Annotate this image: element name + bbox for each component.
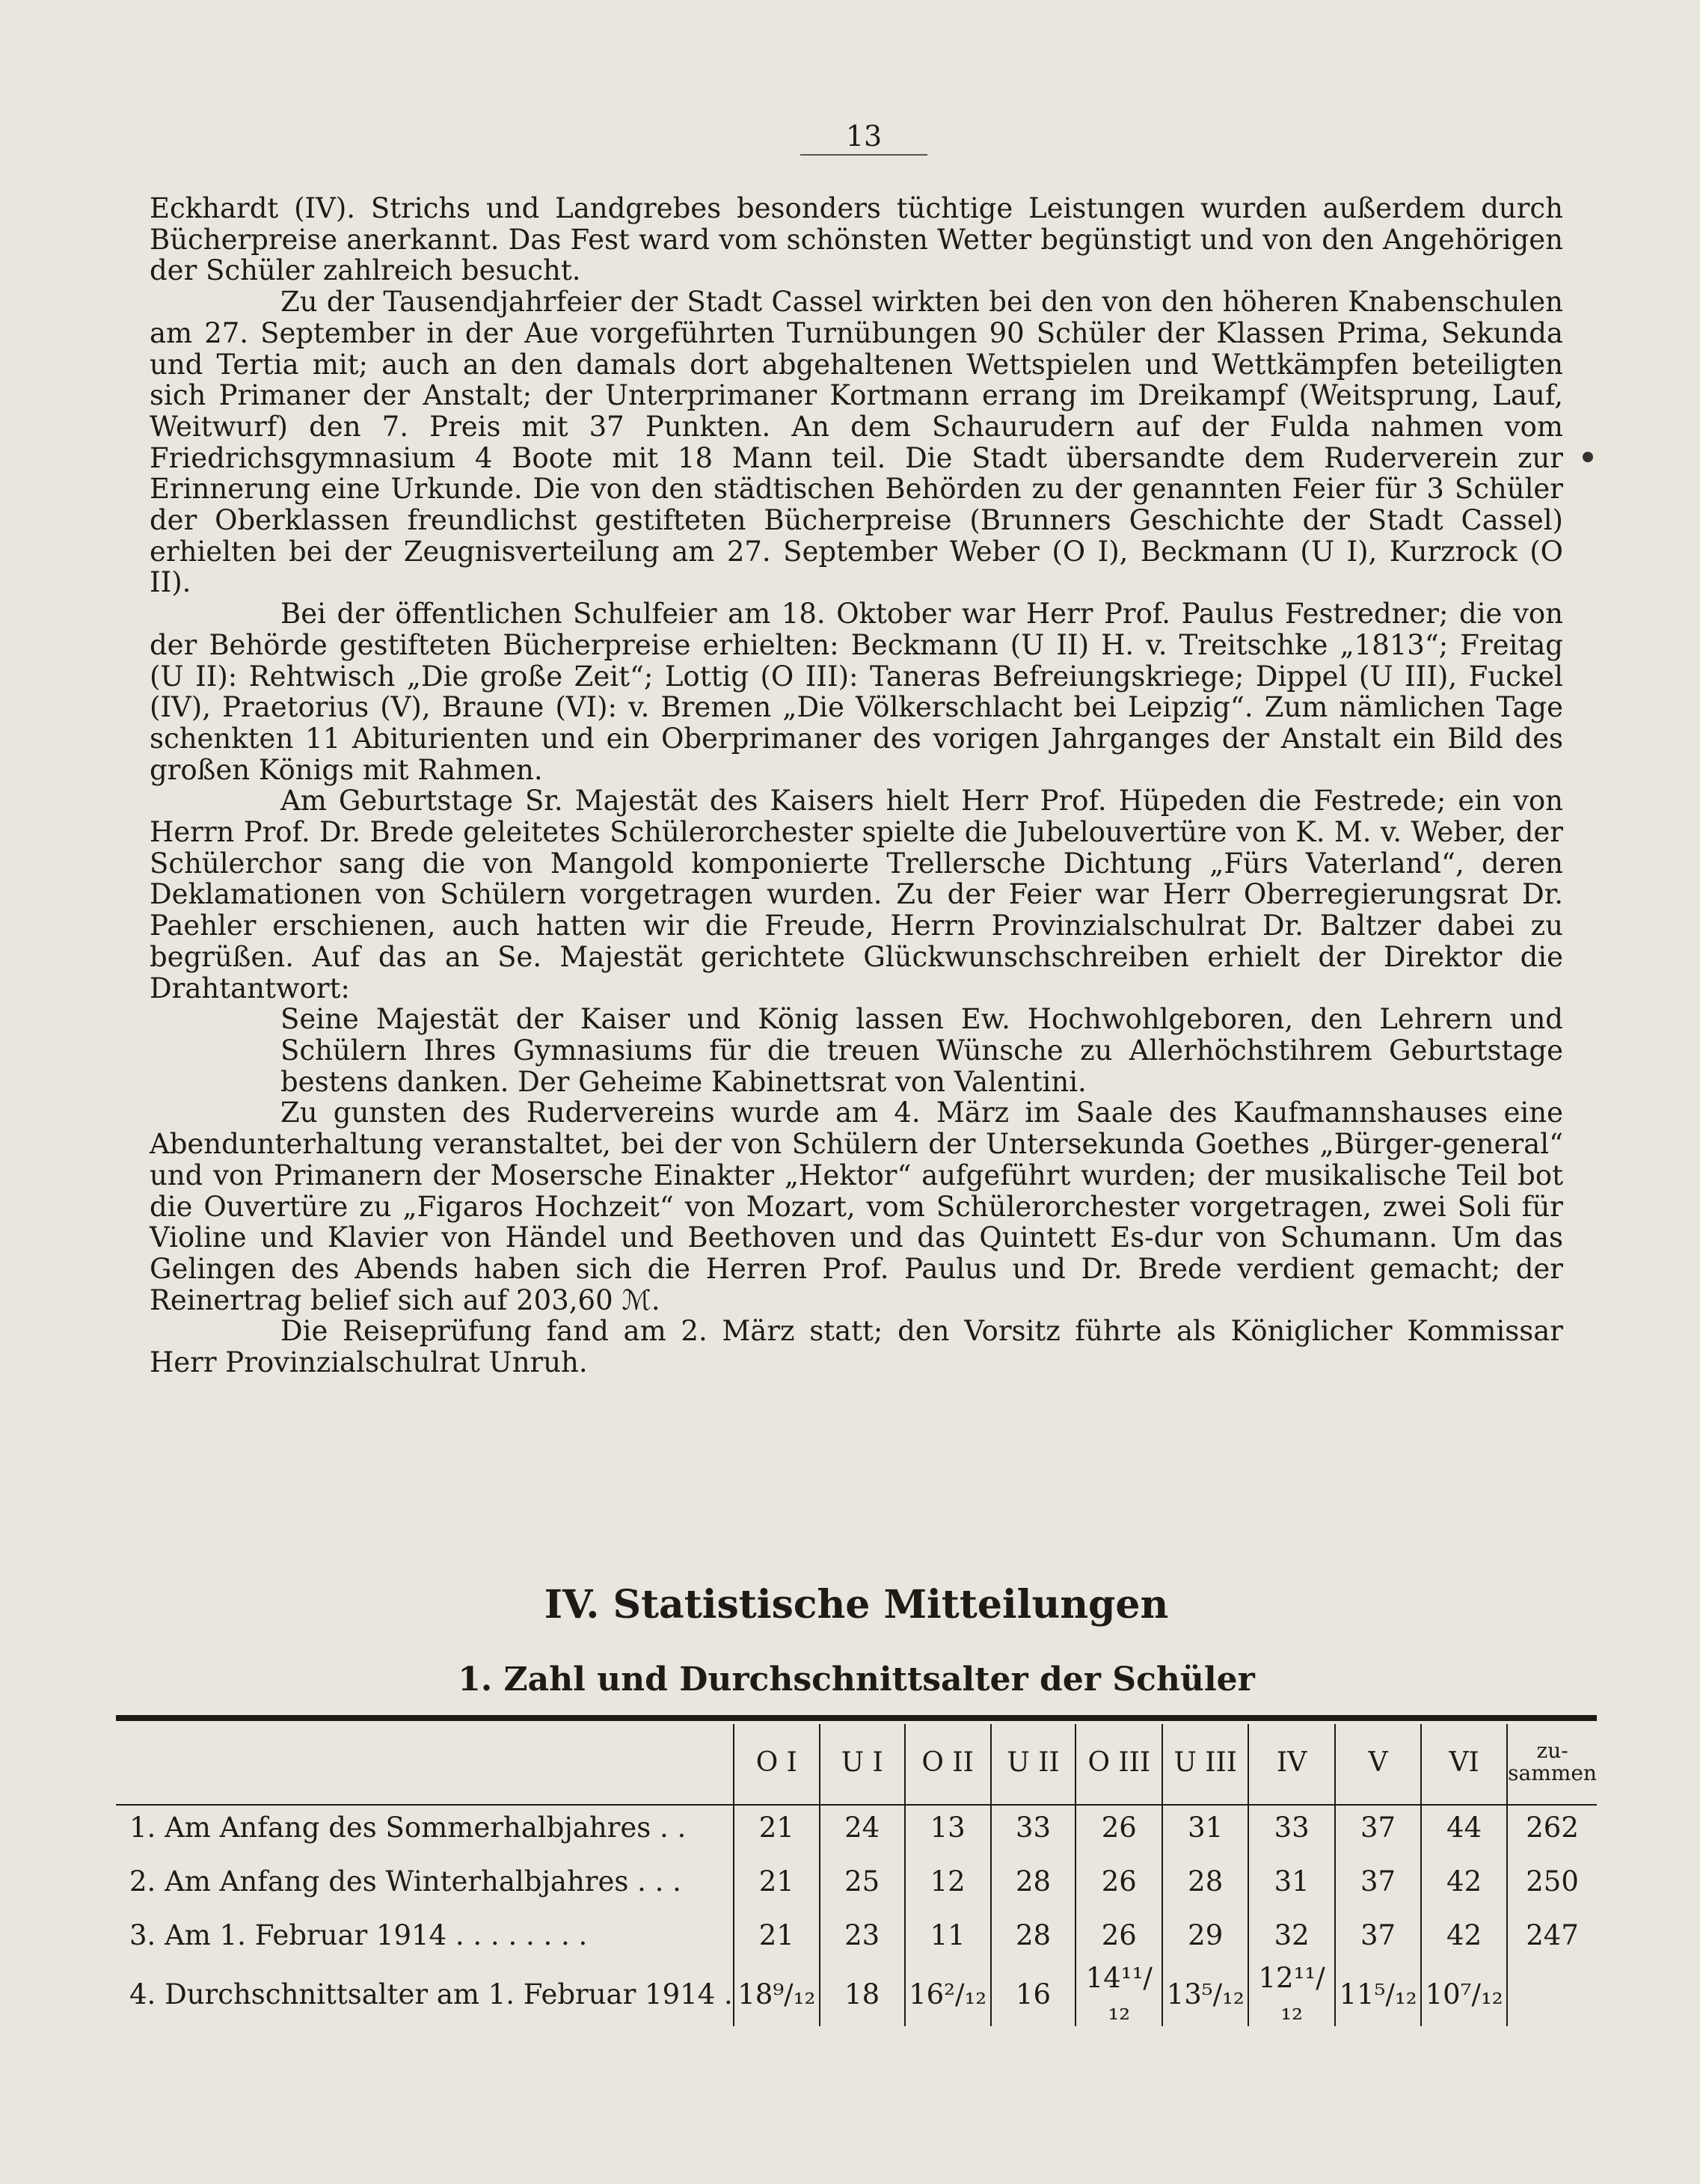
table-cell: 44 (1421, 1800, 1507, 1854)
paragraph-telegram-reply: Seine Majestät der Kaiser und König lassen Ew. Hochwohlgeboren, den Lehrern und Schülern Ihres Gymnasiums für die treuen Wünsche zu Allerhöchstihrem Geburtstage bestens danken. Der Geheime Kabinettsrat von Valentini. (280, 1003, 1563, 1098)
table-cell: 37 (1335, 1854, 1421, 1908)
table-row (116, 1800, 1597, 1854)
table-cell: 11 (905, 1908, 991, 1962)
table-cell: 31 (1162, 1800, 1248, 1854)
column-header: O III (1075, 1724, 1162, 1800)
table-cell: 42 (1421, 1854, 1507, 1908)
paragraph-kaiser-birthday: Am Geburtstage Sr. Majestät des Kaisers hielt Herr Prof. Hüpeden die Festrede; ein von Herrn Prof. Dr. Brede geleitetes Schülerorchester spielte die Jubelouvertüre von K. M. v. Weber, der Schülerchor sang die von Mangold komponierte Trellersche Dichtung „Fürs Vaterland“, deren Deklamationen von Schülern vorgetragen wurden. Zu der Feier war Herr Oberregierungsrat Dr. Paehler erschienen, auch hatten wir die Freude, Herrn Provinzialschulrat Dr. Baltzer dabei zu begrüßen. Auf das an Se. Majestät gerichtete Glückwunschschreiben erhielt der Direktor die Drahtantwort: (150, 785, 1563, 1004)
table-cell: 18 (820, 1962, 905, 2026)
table-cell-total: 247 (1507, 1908, 1597, 1962)
column-header: IV (1248, 1724, 1335, 1800)
table-cell: 13 (905, 1800, 991, 1854)
row-label: 4. Durchschnittsalter am 1. Februar 1914 . (129, 1978, 733, 2010)
row-label: 1. Am Anfang des Sommerhalbjahres . . (129, 1811, 687, 1844)
table-cell: 37 (1335, 1800, 1421, 1854)
table-cell: 26 (1075, 1854, 1162, 1908)
table-cell: 16²/₁₂ (905, 1962, 991, 2026)
table-row (116, 1854, 1597, 1908)
table-top-rule (116, 1715, 1597, 1721)
table-cell: 18⁹/₁₂ (734, 1962, 820, 2026)
table-cell: 32 (1248, 1908, 1335, 1962)
column-header: U I (820, 1724, 905, 1800)
table-cell: 28 (991, 1908, 1076, 1962)
table-cell: 21 (734, 1908, 820, 1962)
column-header: VI (1421, 1724, 1507, 1800)
table-cell: 12¹¹/₁₂ (1248, 1962, 1335, 2026)
row-label: 2. Am Anfang des Winterhalbjahres . . . (129, 1865, 681, 1898)
table-cell: 28 (991, 1854, 1076, 1908)
paragraph-festival-awards: Eckhardt (IV). Strichs und Landgrebes besonders tüchtige Leistungen wurden außerdem durch Bücherpreise anerkannt. Das Fest ward vom schönsten Wetter begünstigt und von den Angehörigen der Schüler zahlreich besucht. (150, 192, 1563, 287)
student-statistics-table (116, 1724, 1597, 2026)
body-text (150, 193, 1563, 1378)
header-label-cell (116, 1724, 734, 1800)
page-number-rule (800, 154, 927, 156)
table-cell: 10⁷/₁₂ (1421, 1962, 1507, 2026)
column-header: O II (905, 1724, 991, 1800)
column-header: O I (734, 1724, 820, 1800)
table-cell: 24 (820, 1800, 905, 1854)
table-cell-total: 250 (1507, 1854, 1597, 1908)
paragraph-rowing-club-evening: Zu gunsten des Rudervereins wurde am 4. März im Saale des Kaufmannshauses eine Abendunterhaltung veranstaltet, bei der von Schülern der Untersekunda Goethes „Bürger-general“ und von Primanern der Mosersche Einakter „Hektor“ aufgeführt wurden; der musikalische Teil bot die Ouvertüre zu „Figaros Hochzeit“ von Mozart, vom Schülerorchester vorgetragen, zwei Soli für Violine und Klavier von Händel und Beethoven und das Quintett Es-dur von Schumann. Um das Gelingen des Abends haben sich die Herren Prof. Paulus und Dr. Brede verdient gemacht; der Reinertrag belief sich auf 203,60 ℳ. (150, 1096, 1563, 1316)
table-cell: 37 (1335, 1908, 1421, 1962)
row-label: 3. Am 1. Februar 1914 . . . . . . . . (129, 1918, 588, 1951)
table-cell: 29 (1162, 1908, 1248, 1962)
table-cell: 21 (734, 1854, 820, 1908)
paragraph-school-celebration: Bei der öffentlichen Schulfeier am 18. Oktober war Herr Prof. Paulus Festredner; die von der Behörde gestifteten Bücherpreise erhielten: Beckmann (U II) H. v. Treitschke „1813“; Freitag (U II): Rehtwisch „Die große Zeit“; Lottig (O III): Taneras Befreiungskriege; Dippel (U III), Fuckel (IV), Praetorius (V), Braune (VI): v. Bremen „Die Völkerschlacht bei Leipzig“. Zum nämlichen Tage schenkten 11 Abiturienten und ein Oberprimaner des vorigen Jahrganges der Anstalt ein Bild des großen Königs mit Rahmen. (150, 598, 1563, 786)
table-cell: 13⁵/₁₂ (1162, 1962, 1248, 2026)
column-header: U II (991, 1724, 1076, 1800)
table-cell: 23 (820, 1908, 905, 1962)
table-cell-total: 262 (1507, 1800, 1597, 1854)
table-cell: 31 (1248, 1854, 1335, 1908)
column-header-total: zu-sammen (1507, 1724, 1597, 1800)
table-cell: 21 (734, 1800, 820, 1854)
table-cell: 28 (1162, 1854, 1248, 1908)
table-cell: 26 (1075, 1908, 1162, 1962)
column-header: V (1335, 1724, 1421, 1800)
table-cell: 11⁵/₁₂ (1335, 1962, 1421, 2026)
table-cell: 16 (991, 1962, 1076, 2026)
paragraph-final-exam: Die Reiseprüfung fand am 2. März statt; den Vorsitz führte als Königlicher Kommissar Herr Provinzialschulrat Unruh. (150, 1315, 1563, 1379)
table-cell: 33 (1248, 1800, 1335, 1854)
table-row (116, 1962, 1597, 2026)
table-cell: 26 (1075, 1800, 1162, 1854)
table-cell: 14¹¹/₁₂ (1075, 1962, 1162, 2026)
table-cell: 12 (905, 1854, 991, 1908)
table-cell: 33 (991, 1800, 1076, 1854)
table-header-row (116, 1724, 1597, 1800)
section-title: IV. Statistische Mitteilungen (544, 1582, 1169, 1628)
page-number: 13 (845, 120, 883, 153)
table-row (116, 1908, 1597, 1962)
subsection-title: 1. Zahl und Durchschnittsalter der Schüler (458, 1660, 1255, 1699)
table-cell: 42 (1421, 1908, 1507, 1962)
ink-dot (1583, 452, 1593, 462)
paragraph-cassel-millennium: Zu der Tausendjahrfeier der Stadt Cassel wirkten bei den von den höheren Knabenschulen am 27. September in der Aue vorgeführten Turnübungen 90 Schüler der Klassen Prima, Sekunda und Tertia mit; auch an den damals dort abgehaltenen Wettspielen und Wettkämpfen beteiligten sich Primaner der Anstalt; der Unterprimaner Kortmann errang im Dreikampf (Weitsprung, Lauf, Weitwurf) den 7. Preis mit 37 Punkten. An dem Schaurudern auf der Fulda nahmen vom Friedrichsgymnasium 4 Boote mit 18 Mann teil. Die Stadt übersandte dem Ruderverein zur Erinnerung eine Urkunde. Die von den städtischen Behörden zu der genannten Feier für 3 Schüler der Oberklassen freundlichst gestifteten Bücherpreise (Brunners Geschichte der Stadt Cassel) erhielten bei der Zeugnisverteilung am 27. September Weber (O I), Beckmann (U I), Kurzrock (O II). (150, 286, 1563, 599)
table-cell-total (1507, 1962, 1597, 2026)
table-cell: 25 (820, 1854, 905, 1908)
column-header: U III (1162, 1724, 1248, 1800)
